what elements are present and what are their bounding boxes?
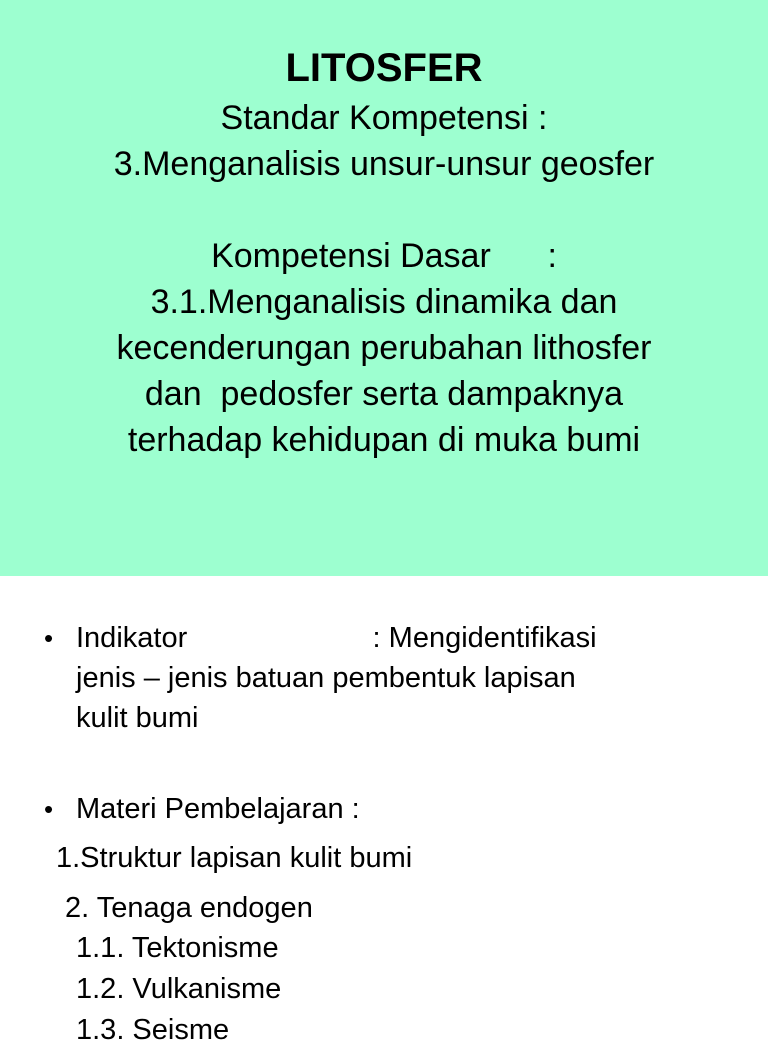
materi-item: 2. Tenaga endogen	[65, 892, 313, 924]
materi-item: 1.2. Vulkanisme	[76, 973, 282, 1005]
kompetensi-dasar-label: Kompetensi Dasar :	[211, 237, 557, 275]
kompetensi-dasar-line: dan pedosfer serta dampaknya	[144, 375, 624, 413]
indikator-line: Indikator : Mengidentifikasi	[76, 622, 597, 654]
slide-indikator-materi	[0, 576, 768, 1046]
materi-item: 1.1. Tektonisme	[76, 932, 279, 964]
slide-title: LITOSFER	[285, 46, 483, 90]
kompetensi-dasar-line: 3.1.Menganalisis dinamika dan	[150, 283, 618, 321]
kompetensi-dasar-line: kecenderungan perubahan lithosfer	[116, 329, 652, 367]
kompetensi-dasar-line: terhadap kehidupan di muka bumi	[127, 421, 641, 459]
materi-item: 1.3. Seisme	[76, 1014, 230, 1046]
materi-label: Materi Pembelajaran :	[76, 793, 360, 825]
indikator-line: jenis – jenis batuan pembentuk lapisan	[76, 662, 576, 694]
bullet-icon: •	[44, 623, 54, 653]
indikator-line: kulit bumi	[76, 702, 199, 734]
standar-kompetensi-label: Standar Kompetensi :	[220, 99, 548, 137]
bullet-icon: •	[44, 794, 54, 824]
materi-item: 1.Struktur lapisan kulit bumi	[56, 842, 413, 874]
standar-kompetensi-text: 3.Menganalisis unsur-unsur geosfer	[113, 145, 655, 183]
